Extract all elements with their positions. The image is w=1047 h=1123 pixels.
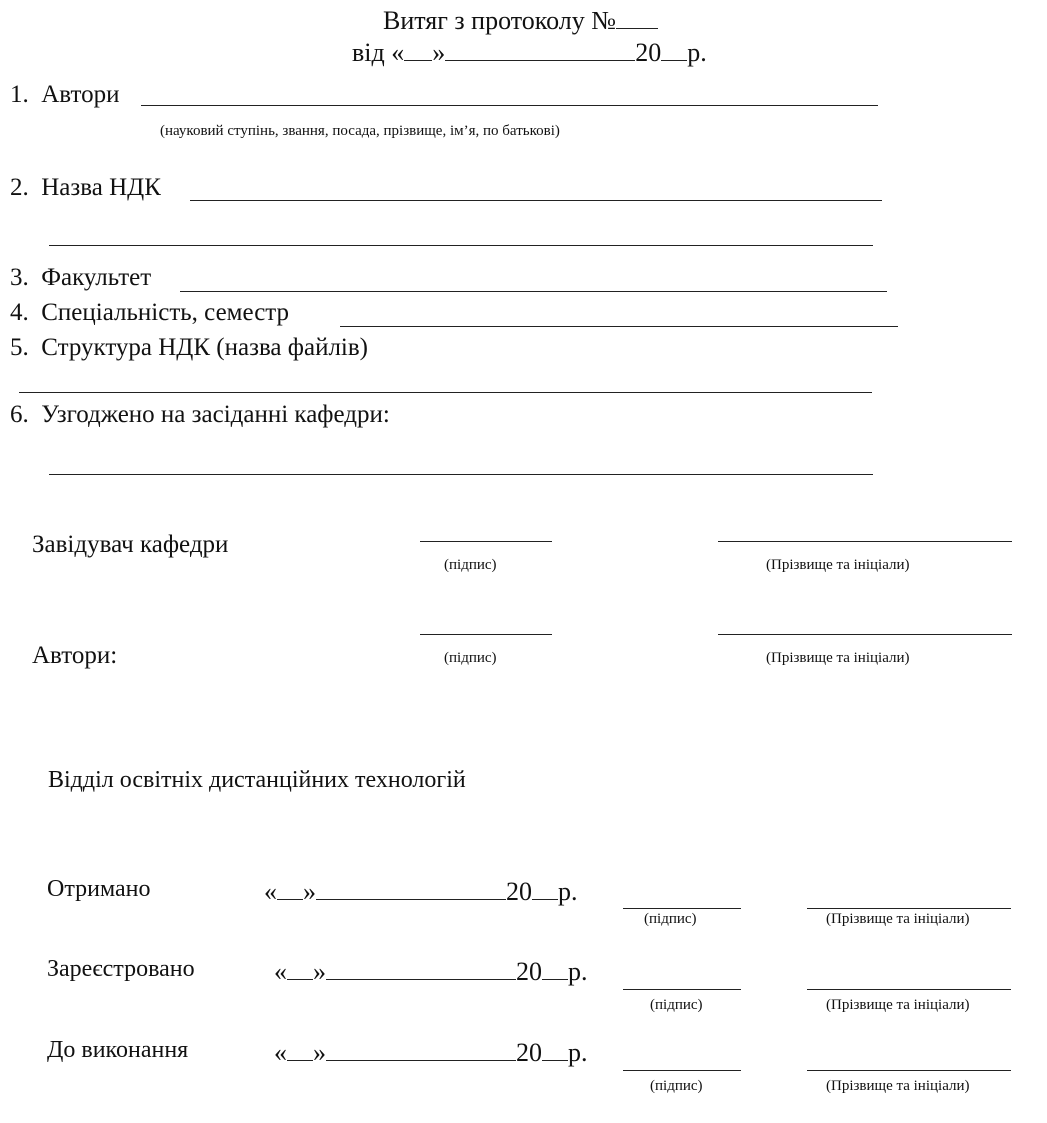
- item-specialty: [10, 298, 289, 328]
- item-label: Факультет: [41, 264, 152, 291]
- year-suffix: р.: [558, 877, 578, 906]
- registered-date: [274, 953, 588, 987]
- received-day-field[interactable]: [277, 873, 303, 900]
- received-name-field[interactable]: [807, 908, 1011, 909]
- title-field-line-1[interactable]: [190, 200, 882, 201]
- execution-signature-hint: (підпис): [650, 1078, 703, 1094]
- title-field-line-2[interactable]: [49, 245, 873, 246]
- item-label: Узгоджено на засіданні кафедри:: [41, 401, 390, 428]
- registered-month-field[interactable]: [326, 953, 516, 980]
- year-prefix: 20: [635, 38, 662, 67]
- authors-name-hint: (Прізвище та ініціали): [766, 650, 910, 666]
- protocol-number-field[interactable]: [616, 2, 658, 29]
- date-prefix: від: [352, 38, 385, 67]
- item-number: 1.: [10, 81, 29, 108]
- approved-field[interactable]: [49, 474, 873, 475]
- received-month-field[interactable]: [316, 873, 506, 900]
- authors-signature-label: Автори:: [32, 642, 118, 669]
- item-title: [10, 173, 161, 203]
- title-text: Витяг з протоколу №: [383, 6, 617, 35]
- authors-signature-hint: (підпис): [444, 650, 497, 666]
- item-structure: [10, 333, 368, 363]
- received-date: [264, 873, 578, 907]
- registered-year-field[interactable]: [542, 953, 568, 980]
- quote-open: «: [274, 957, 287, 986]
- head-name-hint: (Прізвище та ініціали): [766, 557, 910, 573]
- head-name-field[interactable]: [718, 541, 1012, 542]
- item-label: Назва НДК: [41, 174, 161, 201]
- execution-name-field[interactable]: [807, 1070, 1011, 1071]
- registered-name-field[interactable]: [807, 989, 1011, 990]
- faculty-field[interactable]: [180, 291, 887, 292]
- day-field[interactable]: [404, 34, 432, 61]
- month-field[interactable]: [445, 34, 635, 61]
- specialty-field[interactable]: [340, 326, 898, 327]
- item-authors: [10, 80, 119, 110]
- registered-day-field[interactable]: [287, 953, 313, 980]
- execution-name-hint: (Прізвище та ініціали): [826, 1078, 970, 1094]
- authors-hint: (науковий ступінь, звання, посада, прізвище, ім’я, по батькові): [160, 123, 560, 139]
- registered-signature-hint: (підпис): [650, 997, 703, 1013]
- year-prefix: 20: [516, 957, 542, 986]
- item-label: Автори: [41, 81, 120, 108]
- authors-field[interactable]: [141, 105, 878, 106]
- received-name-hint: (Прізвище та ініціали): [826, 911, 970, 927]
- year-prefix: 20: [506, 877, 532, 906]
- year-suffix: р.: [568, 957, 588, 986]
- item-number: 6.: [10, 401, 29, 428]
- item-number: 5.: [10, 334, 29, 361]
- quote-close: »: [432, 38, 446, 67]
- item-faculty: [10, 263, 151, 293]
- execution-month-field[interactable]: [326, 1034, 516, 1061]
- received-signature-hint: (підпис): [644, 911, 697, 927]
- head-of-department-label: Завідувач кафедри: [32, 531, 229, 558]
- year-suffix: р.: [687, 38, 707, 67]
- year-prefix: 20: [516, 1038, 542, 1067]
- for-execution-date: [274, 1034, 588, 1068]
- registered-signature-field[interactable]: [623, 989, 741, 990]
- quote-close: »: [313, 1038, 326, 1067]
- year-field[interactable]: [661, 34, 687, 61]
- quote-open: «: [391, 38, 405, 67]
- quote-close: »: [303, 877, 316, 906]
- registered-name-hint: (Прізвище та ініціали): [826, 997, 970, 1013]
- item-approved: [10, 400, 390, 430]
- quote-close: »: [313, 957, 326, 986]
- execution-day-field[interactable]: [287, 1034, 313, 1061]
- authors-name-field[interactable]: [718, 634, 1012, 635]
- year-suffix: р.: [568, 1038, 588, 1067]
- head-signature-field[interactable]: [420, 541, 552, 542]
- quote-open: «: [274, 1038, 287, 1067]
- item-number: 3.: [10, 264, 29, 291]
- for-execution-label: До виконання: [47, 1037, 189, 1063]
- head-signature-hint: (підпис): [444, 557, 497, 573]
- registered-label: Зареєстровано: [47, 956, 195, 982]
- execution-year-field[interactable]: [542, 1034, 568, 1061]
- protocol-date: [352, 34, 707, 68]
- item-label: Спеціальність, семестр: [41, 299, 290, 326]
- execution-signature-field[interactable]: [623, 1070, 741, 1071]
- quote-open: «: [264, 877, 277, 906]
- item-number: 2.: [10, 174, 29, 201]
- received-signature-field[interactable]: [623, 908, 741, 909]
- document-title: [383, 2, 658, 36]
- authors-signature-field[interactable]: [420, 634, 552, 635]
- received-label: Отримано: [47, 876, 151, 902]
- item-number: 4.: [10, 299, 29, 326]
- item-label: Структура НДК (назва файлів): [41, 334, 369, 361]
- department-heading: Відділ освітніх дистанційних технологій: [48, 767, 466, 793]
- structure-field[interactable]: [19, 392, 872, 393]
- received-year-field[interactable]: [532, 873, 558, 900]
